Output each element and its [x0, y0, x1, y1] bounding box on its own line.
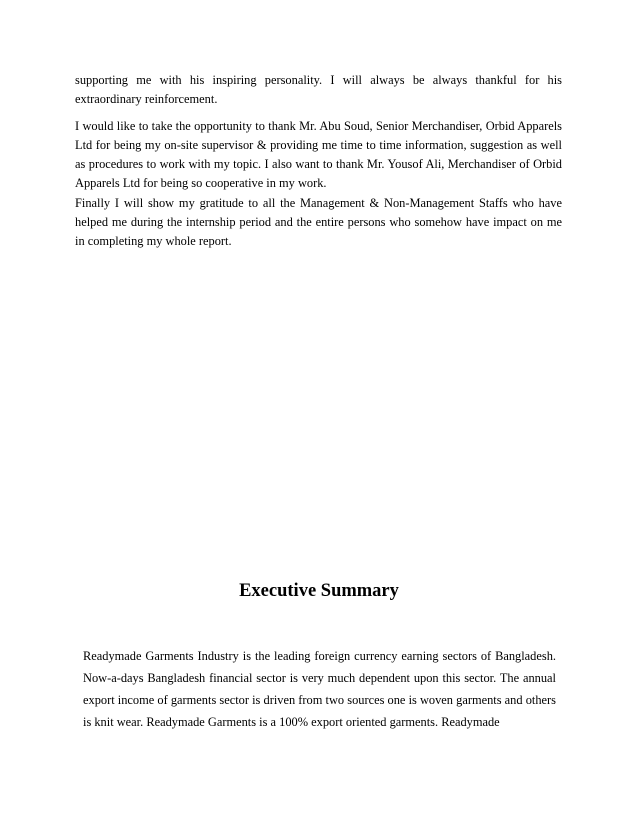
acknowledgement-paragraph-2: I would like to take the opportunity to thank Mr. Abu Soud, Senior Merchandiser, Orbid Apparels Ltd for being my on-site supervisor & providing me time to time information, suggestion as well as procedures to work with my topic. I also want to thank Mr. Yousof Ali, Merchandiser of Orbid Apparels Ltd for being so cooperative in my work.: [75, 119, 562, 190]
executive-summary-heading: Executive Summary: [239, 581, 399, 601]
acknowledgement-paragraph-3: Finally I will show my gratitude to all the Management & Non-Management Staffs who have helped me during the internship period and the entire persons who somehow have impact on me in completing my whole report.: [75, 196, 562, 248]
acknowledgement-paragraph-1: supporting me with his inspiring personality. I will always be always thankful for his extraordinary reinforcement.: [75, 73, 562, 106]
executive-summary-body: Readymade Garments Industry is the leading foreign currency earning sectors of Bangladesh. Now-a-days Bangladesh financial sector is very much dependent upon this sector. The annual export income of garments sector is driven from two sources one is woven garments and others is knit wear. Readymade Garments is a 100% export oriented garments. Readymade: [83, 649, 556, 729]
